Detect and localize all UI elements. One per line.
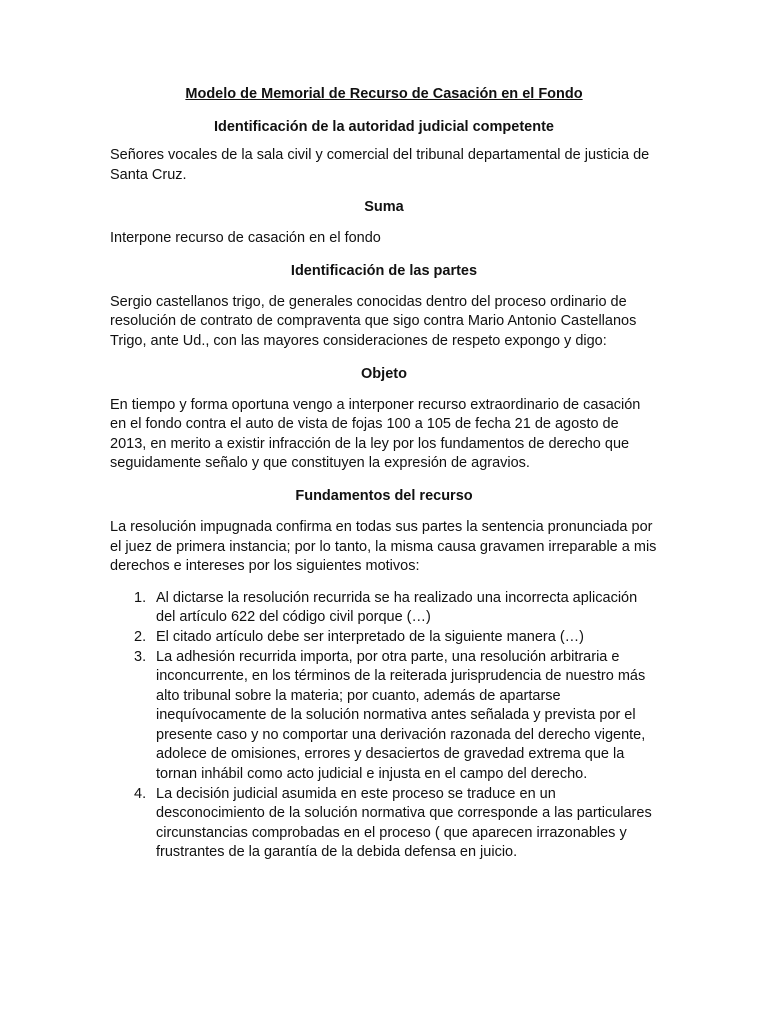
list-item-text: El citado artículo debe ser interpretado de la siguiente manera (…) [156,628,584,645]
list-item-text: La adhesión recurrida importa, por otra parte, una resolución arbitraria e inconcurrente, en los términos de la reiterada jurisprudencia de nuestro más alto tribunal sobre la materia; por cuanto, además de apartarse inequívocamente de la solución normativa antes señalada y prevista por el presente caso y no comportar una derivación razonada del derecho vigente, adolece de omisiones, errores y desaciertos de gravedad extrema que la tornan inhábil como acto judicial e injusta en el campo del derecho. [156,648,646,783]
list-item-text: La decisión judicial asumida en este proceso se traduce en un desconocimiento de la solución normativa que corresponde a las particulares circunstancias comprobadas en el proceso ( que aparecen irrazonables y frustrantes de la garantía de la debida defensa en juicio. [156,785,652,861]
heading-autoridad: Identificación de la autoridad judicial competente [213,119,554,135]
list-item-number: 3. [134,648,147,665]
list-item-text: Al dictarse la resolución recurrida se ha realizado una incorrecta aplicación del artículo 622 del código civil porque (…) [156,589,638,626]
list-item-number: 4. [134,785,147,802]
paragraph-objeto: En tiempo y forma oportuna vengo a interponer recurso extraordinario de casación en el fondo contra el auto de vista de fojas 100 a 105 de fecha 21 de agosto de 2013, en merito a existir infracción de la ley por los fundamentos de derecho que seguidamente señalo y que constituyen la expresión de agravios. [110,396,641,472]
heading-suma: Suma [364,199,404,216]
list-item-number: 1. [134,589,147,606]
paragraph-suma: Interpone recurso de casación en el fondo [110,230,381,247]
paragraph-partes: Sergio castellanos trigo, de generales conocidas dentro del proceso ordinario de resolución de contrato de compraventa que sigo contra Mario Antonio Castellanos Trigo, ante Ud., con las mayores consideraciones de respeto expongo y digo: [110,293,637,349]
paragraph-fundamentos: La resolución impugnada confirma en todas sus partes la sentencia pronunciada por el juez de primera instancia; por lo tanto, la misma causa gravamen irreparable a mis derechos e intereses por los siguientes motivos: [110,518,657,575]
heading-objeto: Objeto [361,365,407,382]
paragraph-autoridad: Señores vocales de la sala civil y comercial del tribunal departamental de justicia de Santa Cruz. [110,147,650,183]
list-item [110,589,658,628]
motivos-list [110,589,658,863]
list-item [110,785,658,863]
list-item [110,628,658,648]
heading-partes: Identificación de las partes [290,262,478,279]
document-title: Modelo de Memorial de Recurso de Casación en el Fondo [185,86,583,102]
list-item [110,648,658,785]
document-page [110,84,658,863]
list-item-number: 2. [134,628,147,645]
heading-fundamentos: Fundamentos del recurso [295,487,473,504]
